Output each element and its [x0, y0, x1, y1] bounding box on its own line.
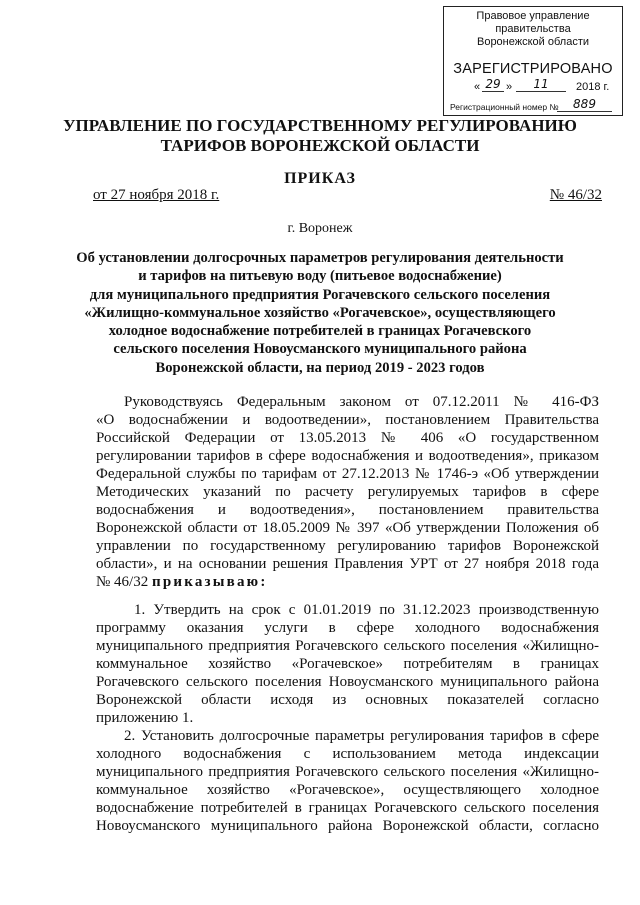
preamble-line: регулировании тарифов в сфере водоснабжения и водоотведения», приказом	[96, 448, 599, 464]
subject-line: и тарифов на питьевую воду (питьевое водоснабжение)	[138, 268, 502, 285]
item-2-paragraph	[96, 727, 599, 835]
issuer-line2: ТАРИФОВ ВОРОНЕЖСКОЙ ОБЛАСТИ	[160, 136, 480, 155]
preamble-line: Российской Федерации от 13.05.2013 № 406 «О государственном	[96, 430, 599, 446]
preamble-paragraph	[96, 393, 599, 591]
item-1-line: коммунальное хозяйство «Рогачевское» потребителям в границах	[96, 656, 599, 672]
stamp-authority-line2: Воронежской области	[476, 36, 589, 48]
preamble-line: Федеральной службы по тарифам от 27.12.2013 № 1746-э «Об утверждении	[96, 466, 599, 482]
preamble-final-line	[96, 573, 599, 591]
order-command: приказываю:	[151, 574, 268, 590]
item-2-line: Новоусманского муниципального района Воронежской области, согласно	[96, 818, 599, 834]
subject-line: Воронежской области, на период 2019 - 2023 годов	[155, 359, 485, 376]
item-2-line: коммунальное хозяйство «Рогачевское», осуществляющего холодное	[96, 782, 599, 798]
item-1-paragraph	[96, 601, 599, 727]
stamp-quote-open: «	[474, 81, 481, 93]
stamp-authority-line1: Правовое управление правительства	[476, 10, 590, 35]
registration-stamp	[443, 6, 623, 116]
subject-line: для муниципального предприятия Рогачевского сельского поселения	[89, 286, 551, 303]
item-1-line: Воронежской области исходя из основных показателей согласно	[96, 692, 599, 708]
stamp-date	[454, 77, 614, 95]
item-1-line: 1. Утвердить на срок с 01.01.2019 по 31.12.2023 производственную	[134, 602, 599, 618]
preamble-line: Воронежской области от 18.05.2009 № 397 «Об утверждении Положения об	[96, 520, 599, 536]
preamble-line: Методических указаний по расчету регулируемых тарифов в сфере	[96, 484, 599, 500]
stamp-month: 11	[516, 77, 566, 92]
stamp-quote-close: »	[506, 81, 513, 93]
preamble-line: управлении по государственному регулированию тарифов Воронежской	[96, 538, 599, 554]
issuer-header	[0, 116, 640, 156]
issuer-line1: УПРАВЛЕНИЕ ПО ГОСУДАРСТВЕННОМУ РЕГУЛИРОВАНИЮ	[63, 116, 577, 135]
subject-line: Об установлении долгосрочных параметров регулирования деятельности	[76, 250, 564, 266]
stamp-day: 29	[482, 77, 504, 92]
subject-line: сельского поселения Новоусманского муниципального района	[113, 341, 527, 358]
item-2-line: водоснабжение потребителей в границах Рогачевского сельского поселения	[96, 800, 599, 816]
stamp-registration-number	[450, 97, 620, 114]
stamp-reg-label: Регистрационный номер №	[450, 102, 559, 112]
preamble-line: Руководствуясь Федеральным законом от 07.12.2011 № 416-ФЗ	[124, 394, 599, 410]
decision-number: № 46/32	[96, 574, 149, 590]
order-number: № 46/32	[549, 187, 602, 203]
document-type-title: ПРИКАЗ	[284, 170, 356, 187]
issue-city: г. Воронеж	[287, 221, 353, 236]
item-1-line: приложению 1.	[96, 710, 194, 726]
item-1-line: программу оказания услуги в сфере холодного водоснабжения	[96, 620, 599, 636]
stamp-registered-label: ЗАРЕГИСТРИРОВАНО	[453, 61, 613, 77]
stamp-reg-number: 889	[557, 97, 612, 112]
order-date: от 27 ноября 2018 г.	[93, 187, 220, 203]
order-subject	[0, 249, 640, 377]
preamble-line: водоснабжения и водоотведения», постановлением правительства	[96, 502, 599, 518]
item-1-line: муниципального предприятия Рогачевского сельского поселения «Жилищно-	[96, 638, 599, 654]
item-2-line: муниципального предприятия Рогачевского сельского поселения «Жилищно-	[96, 764, 599, 780]
subject-line: холодное водоснабжение потребителей в границах Рогачевского	[108, 323, 532, 340]
item-2-line: холодного водоснабжения с использованием метода индексации	[96, 746, 599, 762]
stamp-year: 2018 г.	[576, 81, 610, 93]
item-1-line: Рогачевского сельского поселения Новоусманского муниципального района	[96, 674, 599, 690]
subject-line: «Жилищно-коммунальное хозяйство «Рогачевское», осуществляющего	[84, 304, 556, 321]
item-2-line: 2. Установить долгосрочные параметры регулирования тарифов в сфере	[124, 728, 599, 744]
preamble-line: «О водоснабжении и водоотведении», постановлением Правительства	[96, 412, 599, 428]
preamble-line: области», и на основании решения Правления УРТ от 27 ноября 2018 года	[96, 556, 599, 572]
